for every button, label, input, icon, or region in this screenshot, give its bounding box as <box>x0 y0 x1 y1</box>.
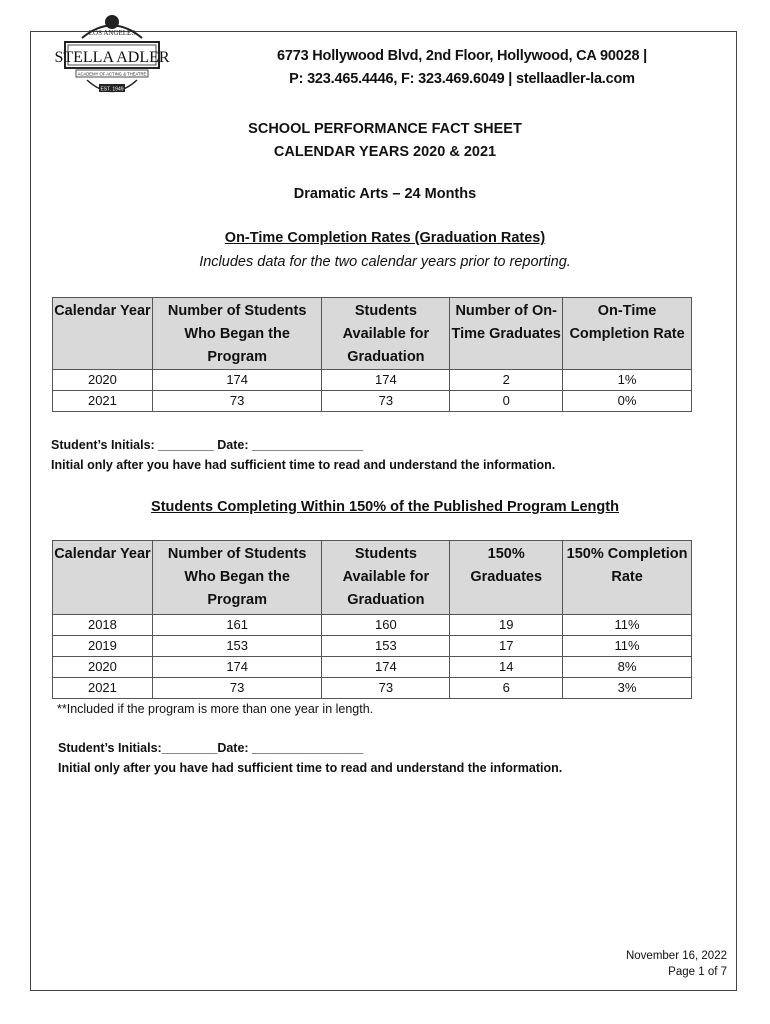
svg-text:EST. 1949: EST. 1949 <box>100 86 124 93</box>
section2-heading: Students Completing Within 150% of the Published Program Length <box>151 499 619 515</box>
table-cell: 161 <box>152 615 322 636</box>
table-cell: 160 <box>322 615 450 636</box>
table-cell: 0 <box>450 391 563 412</box>
table-cell: 153 <box>152 636 322 657</box>
section1-subheading: Includes data for the two calendar years prior to reporting. <box>199 254 571 270</box>
table-cell: 0% <box>563 391 692 412</box>
table-cell: 2021 <box>53 678 153 699</box>
address-line-2: P: 323.465.4446, F: 323.469.6049 | stellaadler-la.com <box>289 71 635 87</box>
svg-text:ACADEMY OF ACTING & THEATRE: ACADEMY OF ACTING & THEATRE <box>77 71 147 77</box>
table-cell: 6 <box>450 678 563 699</box>
table-cell: 19 <box>450 615 563 636</box>
table-row <box>53 370 692 391</box>
table-row <box>53 657 692 678</box>
title-line-2: CALENDAR YEARS 2020 & 2021 <box>273 144 497 160</box>
table-row <box>53 615 692 636</box>
page-number: Page 1 of 7 <box>668 966 727 978</box>
initials-instruction: Initial only after you have had sufficient time to read and understand the information. <box>51 458 556 472</box>
col-header: Calendar Year <box>53 298 153 370</box>
col-header: Number of Students Who Began the Program <box>152 298 322 370</box>
table-cell: 174 <box>152 370 322 391</box>
table-row <box>53 391 692 412</box>
svg-text:STELLA ADLER: STELLA ADLER <box>54 49 170 66</box>
table-cell: 8% <box>563 657 692 678</box>
table-cell: 3% <box>563 678 692 699</box>
footer-date: November 16, 2022 <box>625 950 727 962</box>
stella-adler-logo <box>54 8 170 110</box>
table-cell: 1% <box>563 370 692 391</box>
initials-instruction: Initial only after you have had sufficient time to read and understand the information. <box>58 761 563 775</box>
col-header: Number of On-Time Graduates <box>450 298 563 370</box>
program-name: Dramatic Arts – 24 Months <box>293 186 477 202</box>
address-line-1: 6773 Hollywood Blvd, 2nd Floor, Hollywood, CA 90028 | <box>277 48 647 64</box>
table-cell: 73 <box>152 678 322 699</box>
table-cell: 14 <box>450 657 563 678</box>
school-address <box>232 45 692 91</box>
table-footnote: **Included if the program is more than one year in length. <box>57 702 374 716</box>
table-cell: 174 <box>152 657 322 678</box>
on-time-completion-table <box>52 297 692 412</box>
col-header: Students Available for Graduation <box>322 298 450 370</box>
col-header: 150% Graduates <box>450 541 563 615</box>
col-header: Number of Students Who Began the Program <box>152 541 322 615</box>
document-title <box>0 118 770 164</box>
table-cell: 11% <box>563 636 692 657</box>
table-cell: 2 <box>450 370 563 391</box>
table-cell: 174 <box>322 657 450 678</box>
table-cell: 2018 <box>53 615 153 636</box>
table-cell: 17 <box>450 636 563 657</box>
table-cell: 2019 <box>53 636 153 657</box>
table-cell: 73 <box>152 391 322 412</box>
table-cell: 153 <box>322 636 450 657</box>
student-initials-line[interactable]: Student’s Initials:________Date: ________________ <box>58 741 364 755</box>
col-header: Students Available for Graduation <box>322 541 450 615</box>
table-cell: 73 <box>322 678 450 699</box>
table-header-row <box>53 541 692 615</box>
completion-150-table <box>52 540 692 699</box>
page-footer <box>626 948 727 980</box>
table-cell: 73 <box>322 391 450 412</box>
table-row <box>53 678 692 699</box>
table-cell: 2020 <box>53 370 153 391</box>
svg-text:LOS ANGELES: LOS ANGELES <box>88 29 136 37</box>
col-header: Calendar Year <box>53 541 153 615</box>
table-header-row <box>53 298 692 370</box>
table-cell: 11% <box>563 615 692 636</box>
col-header: On-Time Completion Rate <box>563 298 692 370</box>
section1-heading: On-Time Completion Rates (Graduation Rates) <box>224 230 546 246</box>
title-line-1: SCHOOL PERFORMANCE FACT SHEET <box>248 121 522 137</box>
table-cell: 2020 <box>53 657 153 678</box>
table-cell: 2021 <box>53 391 153 412</box>
table-cell: 174 <box>322 370 450 391</box>
col-header: 150% Completion Rate <box>563 541 692 615</box>
table-row <box>53 636 692 657</box>
student-initials-line[interactable]: Student’s Initials: ________ Date: ________________ <box>51 438 364 452</box>
